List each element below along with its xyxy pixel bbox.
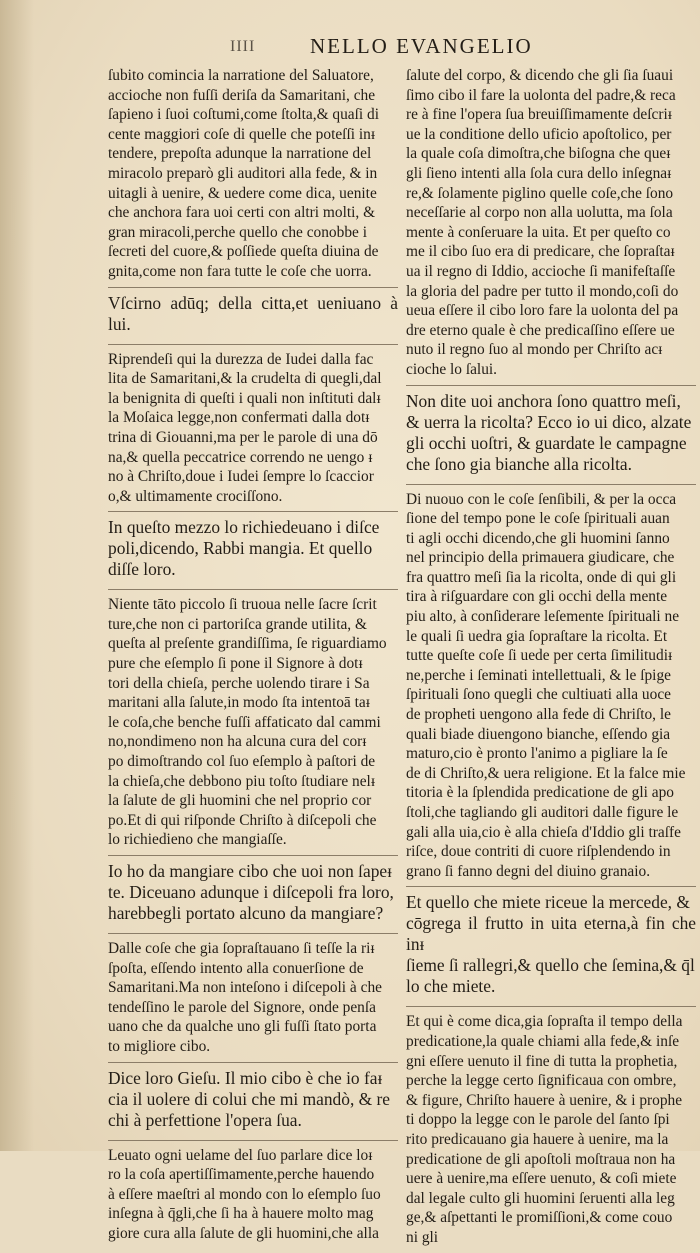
- separator-rule: [108, 589, 398, 590]
- commentary-paragraph: ſalute del corpo, & dicendo che gli ſia ſuaui ſimo cibo il fare la uolonta del padre,& reca re à fine l'opera ſua breuiſſimamente deſcriᵻ ue la conditione dello uficio apoſtolico, per la quale coſa dimoſtra,che biſogna che queᵻ gli ſieno intenti alla ſola cura dello inſegnaᵻ re,& ſolamente piglino quelle coſe,che ſono neceſſarie al corpo non alla uolutta, ma ſola mente à conſeruare la uita. Et per queſto co me il cibo ſuo era di predicare, che ſopraſtaᵻ ua il regno di Iddio, accioche ſi manifeſtaſſe la gloria del padre per tutto il mondo,coſi do ueua eſſere il cibo loro fare la uolonta del pa dre eterno quale è che predicaſſino eſſere ue nuto il regno ſuo al mondo per Chriſto acᵻ cioche lo ſalui.: [406, 67, 679, 378]
- separator-rule: [108, 855, 398, 856]
- separator-rule: [108, 344, 398, 345]
- gospel-verse: Et quello che miete riceue la mercede, & cōgrega il frutto in uita eterna,à fin che inᵻ ſieme ſi rallegri,& quello che ſemina,& q̄l lo che miete.: [406, 892, 696, 997]
- left-column: [108, 66, 398, 1249]
- commentary-paragraph: Niente tāto piccolo ſi truoua nelle ſacre ſcrit ture,che non ci partoriſca grande utilita, & queſta al preſente grandiſſima, ſe riguardiamo pure che eſemplo ſi pone il Signore à dotᵻ tori della chieſa, perche uolendo tirare i Sa maritani alla ſalute,in modo ſta intentoā taᵻ le coſa,che benche fuſſi affaticato dal cammi no,nondimeno non ha alcuna cura del corᵻ po dimoſtrando col ſuo eſemplo à paſtori de la chieſa,che debbono piu toſto ſtudiare nelᵻ la ſalute de gli huomini che nel proprio cor po.Et di qui riſponde Chriſto à diſcepoli che lo richiedieno che mangiaſſe.: [108, 596, 387, 849]
- commentary-paragraph: Di nuouo con le coſe ſenſibili, & per la occa ſione del tempo pone le coſe ſpirituali auan ti agli occhi dicendo,che gli huomini ſanno nel principio della primauera giudicare, che fra quattro meſi ſia la ricolta, onde di qui gli tira à riſguardare con gli occhi della mente piu alto, à conſiderare leſemente ſpirituali ne le quali ſi uedra gia ſopraſtare la ricolta. Et tutte queſte coſe ſi uede per certa ſimilitudiᵻ ne,perche i ſeminati intellettuali, & le ſpige ſpirituali ſono quegli che cultiuati alla uoce de propheti uengono alla fede di Chriſto, le quali biade diuengono bianche, eſſendo gia maturo,cio è pronto l'animo a pigliare la ſe de di Chriſto,& uera religione. Et la falce mie titoria è la ſplendida predicatione de gli apo ſtoli,che tagliando gli auditori dalle figure le gali alla uia,cio è alla chieſa d'Iddio gli traſfe riſce, doue contriti di cuore riſplendendo in grano ſi fanno degni del diuino granaio.: [406, 490, 686, 880]
- folio-number: IIII: [230, 38, 256, 55]
- commentary-paragraph: Et qui è come dica,gia ſopraſta il tempo della predicatione,la quale chiami alla fede,& inſe gni eſſere uenuto il fine di tutta la prophetia, perche la legge certo ſignificaua con ombre, & figure, Chriſto hauere à uenire, & i prophe ti doppo la legge con le parole del ſanto ſpi rito predicauano gia hauere à uenire, ma la predicatione de gli apoſtoli moſtraua non ha uere à uenire,ma eſſere uenuto, & coſi miete dal legale culto gli huomini ſeruenti alla leg ge,& aſpettanti le promiſſioni,& come couo ni gli: [406, 1013, 683, 1246]
- commentary-paragraph: ſubito comincia la narratione del Saluatore, accioche non fuſſi deriſa da Samaritani, che ſapieno i ſuoi coſtumi,come ſtolta,& quaſi di cente maggiori coſe di quelle che poteſſi inᵻ tendere, prepoſta adunque la narratione del miracolo preparò gli auditori alla fede, & in uitagli à uenire, & uedere come dica, uenite che anchora fara uoi certi con altri molti, & gran miracoli,perche quello che conobbe i ſecreti del cuore,& poſſiede queſta diuina de gnita,come non fara tutte le coſe che uorra.: [108, 67, 379, 280]
- separator-rule: [108, 511, 398, 512]
- gospel-verse: Vſcirno adūq; della citta,et ueniuano à lui.: [108, 292, 398, 334]
- separator-rule: [108, 933, 398, 934]
- separator-rule: [406, 484, 696, 485]
- commentary-paragraph: Dalle coſe che gia ſopraſtauano ſi teſſe la riᵻ ſpoſta, eſſendo intento alla conuerſione de Samaritani.Ma non inteſono i diſcepoli à che tendeſſino le parole del Signore, onde penſa uano che da qualche uno gli fuſſi ſtato porta to migliore cibo.: [108, 940, 382, 1055]
- commentary-paragraph: Leuato ogni uelame del ſuo parlare dice loᵻ ro la coſa apertiſſimamente,perche hauendo à eſſere maeſtri al mondo con lo eſemplo ſuo inſegna à q̄gli,che ſi ha à hauere molto mag giore cura alla ſalute de gli huomini,che alla: [108, 1146, 381, 1242]
- gospel-verse: Io ho da mangiare cibo che uoi non ſapeᵻ te. Diceuano adunque i diſcepoli fra loro, harebbegli portato alcuno da mangiare?: [108, 861, 394, 923]
- right-column: [406, 66, 696, 1253]
- gospel-verse: Dice loro Gieſu. Il mio cibo è che io faᵻ cia il uolere di colui che mi mandò, & re chi à perfettione l'opera ſua.: [108, 1067, 391, 1130]
- gospel-verse: Non dite uoi anchora ſono quattro meſi, & uerra la ricolta? Ecco io ui dico, alzate gli occhi uoſtri, & guardate le campagne che ſono gia bianche alla ricolta.: [406, 390, 692, 474]
- commentary-paragraph: Riprendeſi qui la durezza de Iudei dalla fac lita de Samaritani,& la crudelta di quegli,dal la benignita di queſti i quali non inſtituti dalᵻ la Moſaica legge,non confermati dalla dotᵻ trina di Giouanni,ma per le parole di una dō na,& quella peccatrice correndo ne uengo ᵻ no à Chriſto,doue i Iudei ſempre lo ſcaccior o,& ultimamente crociſſono.: [108, 350, 382, 505]
- separator-rule: [406, 385, 696, 386]
- separator-rule: [108, 287, 398, 288]
- gospel-verse: In queſto mezzo lo richiedeuano i diſce poli,dicendo, Rabbi mangia. Et quello diſſe loro.: [108, 517, 380, 580]
- separator-rule: [406, 886, 696, 887]
- separator-rule: [108, 1062, 398, 1063]
- running-head: NELLO EVANGELIO: [310, 34, 533, 58]
- separator-rule: [108, 1140, 398, 1141]
- binding-shadow: [0, 0, 34, 1151]
- separator-rule: [406, 1006, 696, 1007]
